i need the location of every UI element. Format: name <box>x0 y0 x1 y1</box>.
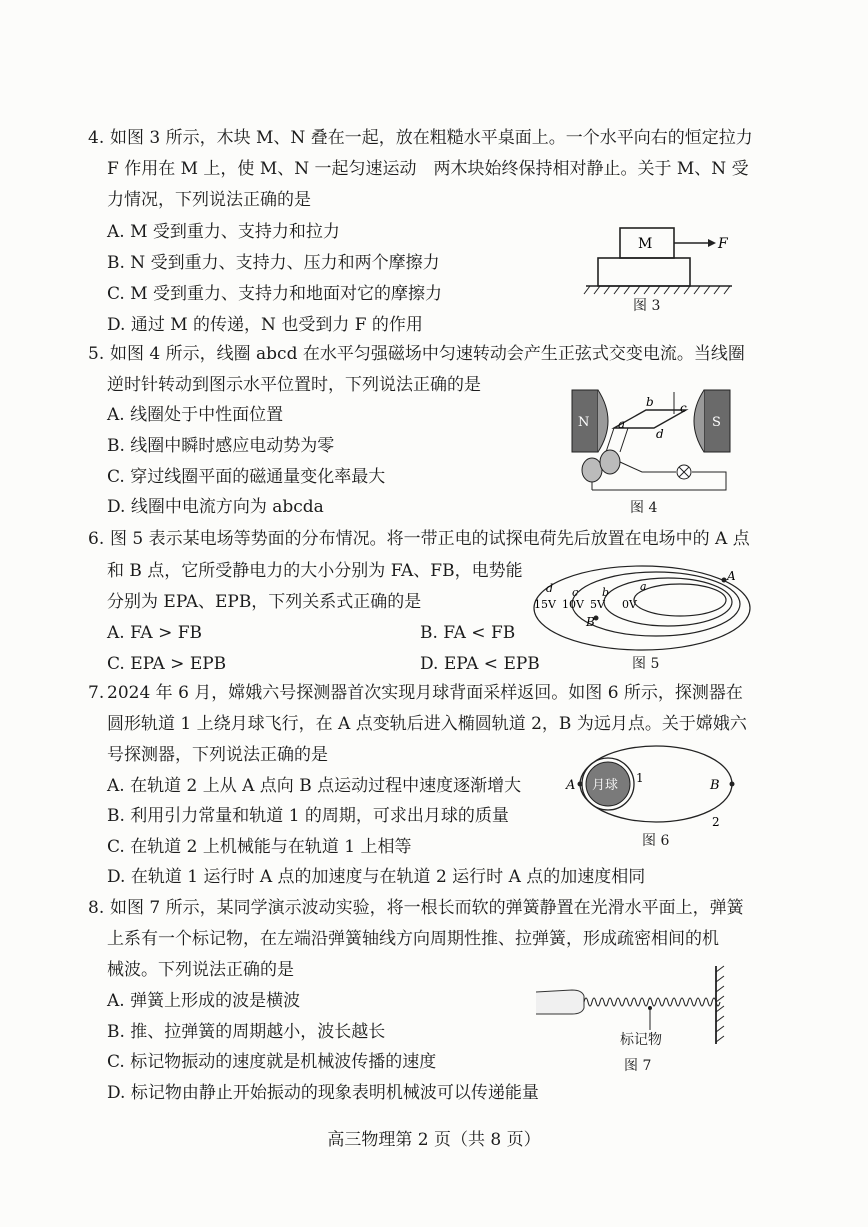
svg-text:d: d <box>656 427 664 441</box>
label-f: F <box>718 236 728 252</box>
figure-3-caption: 图 3 <box>633 298 661 314</box>
label-point-b: B <box>710 778 720 793</box>
slip-ring-2 <box>600 450 620 474</box>
figure-7-marker-label: 标记物 <box>620 1032 662 1048</box>
q5-option-d: D. 线圈中电流方向为 abcda <box>107 497 324 517</box>
figure-5-caption: 图 5 <box>632 656 660 672</box>
label-point-a: A <box>727 569 736 583</box>
q6-stem-line3: 分别为 EPA、EPB，下列关系式正确的是 <box>107 592 422 612</box>
q6-stem-line1: 图 5 表示某电场等势面的分布情况。将一带正电的试探电荷先后放置在电场中的 A 点 <box>110 529 750 549</box>
q6-option-a: A. FA > FB <box>107 623 203 643</box>
q7-stem-line1: 2024 年 6 月，嫦娥六号探测器首次实现月球背面采样返回。如图 6 所示，探测器在 <box>107 683 743 703</box>
label-moon: 月球 <box>592 778 619 793</box>
label-0v: 0V <box>622 598 637 611</box>
spring-coils <box>584 998 720 1006</box>
q8-option-a: A. 弹簧上形成的波是横波 <box>107 991 301 1011</box>
svg-text:a: a <box>640 580 647 593</box>
q7-option-d: D. 在轨道 1 运行时 A 点的加速度与在轨道 2 运行时 A 点的加速度相同 <box>107 867 646 887</box>
label-orbit-2: 2 <box>712 815 720 829</box>
q7-number: 7. <box>88 683 105 703</box>
q7-stem-line3: 号探测器，下列说法正确的是 <box>107 745 328 765</box>
figure-3-blocks <box>582 222 742 302</box>
q7-stem-line2: 圆形轨道 1 上绕月球飞行，在 A 点变轨后进入椭圆轨道 2，B 为远月点。关于嫦娥六 <box>107 714 747 734</box>
q8-number: 8. <box>88 898 105 918</box>
q8-stem-line3: 械波。下列说法正确的是 <box>107 960 294 980</box>
q7-option-a: A. 在轨道 2 上从 A 点向 B 点运动过程中速度逐渐增大 <box>107 776 522 796</box>
q6-number: 6. <box>88 529 105 549</box>
label-n: N <box>578 415 590 430</box>
label-5v: 5V <box>590 598 605 611</box>
label-point-a: A <box>566 778 576 793</box>
svg-text:d: d <box>546 582 554 595</box>
q8-option-d: D. 标记物由静止开始振动的现象表明机械波可以传递能量 <box>107 1083 539 1103</box>
q8-stem-line1: 如图 7 所示，某同学演示波动实验，将一根长而软的弹簧静置在光滑水平面上，弹簧 <box>110 898 744 918</box>
q8-option-c: C. 标记物振动的速度就是机械波传播的速度 <box>107 1052 437 1072</box>
q5-option-b: B. 线圈中瞬时感应电动势为零 <box>107 436 335 456</box>
q7-option-c: C. 在轨道 2 上机械能与在轨道 1 上相等 <box>107 837 412 857</box>
q7-option-b: B. 利用引力常量和轨道 1 的周期，可求出月球的质量 <box>107 806 509 826</box>
figure-7-caption: 图 7 <box>624 1058 652 1074</box>
q4-option-c: C. M 受到重力、支持力和地面对它的摩擦力 <box>107 284 443 304</box>
figure-5-equipotential <box>530 562 756 654</box>
q6-option-b: B. FA < FB <box>420 623 516 643</box>
svg-text:b: b <box>602 586 610 599</box>
q6-option-d: D. EPA < EPB <box>420 654 540 674</box>
q4-number: 4. <box>88 128 105 148</box>
q4-option-a: A. M 受到重力、支持力和拉力 <box>107 222 340 242</box>
q5-option-c: C. 穿过线圈平面的磁通量变化率最大 <box>107 467 386 487</box>
q6-option-c: C. EPA > EPB <box>107 654 227 674</box>
figure-4-generator <box>566 382 746 498</box>
q4-option-d: D. 通过 M 的传递，N 也受到力 F 的作用 <box>107 315 423 335</box>
q5-stem-line1: 如图 4 所示，线圈 abcd 在水平匀强磁场中匀速转动会产生正弦式交变电流。当线圈 <box>110 344 745 364</box>
q4-option-b: B. N 受到重力、支持力、压力和两个摩擦力 <box>107 253 440 273</box>
figure-6-caption: 图 6 <box>642 833 670 849</box>
marker <box>648 1006 652 1010</box>
hand-icon <box>536 990 584 1014</box>
q8-option-b: B. 推、拉弹簧的周期越小，波长越长 <box>107 1022 386 1042</box>
svg-text:c: c <box>572 586 579 599</box>
q4-stem-line2: F 作用在 M 上，使 M、N 一起匀速运动 两木块始终保持相对静止。关于 M、N 受 <box>107 159 749 179</box>
figure-6-orbits <box>560 740 740 832</box>
label-m: M <box>638 236 653 252</box>
label-10v: 10V <box>562 598 584 611</box>
label-15v: 15V <box>534 598 556 611</box>
label-orbit-1: 1 <box>636 771 644 785</box>
slip-ring-1 <box>582 458 602 482</box>
page-footer: 高三物理第 2 页（共 8 页） <box>327 1130 541 1150</box>
label-s: S <box>712 415 721 430</box>
block-n <box>598 258 690 286</box>
svg-text:b: b <box>646 395 654 409</box>
q6-stem-line2: 和 B 点，它所受静电力的大小分别为 FA、FB，电势能 <box>107 561 523 581</box>
label-point-b: B <box>586 615 595 629</box>
svg-text:c: c <box>680 401 687 415</box>
figure-4-caption: 图 4 <box>630 500 658 516</box>
q8-stem-line2: 上系有一个标记物，在左端沿弹簧轴线方向周期性推、拉弹簧，形成疏密相间的机 <box>107 929 719 949</box>
q5-option-a: A. 线圈处于中性面位置 <box>107 405 284 425</box>
q5-number: 5. <box>88 344 105 364</box>
q4-stem-line1: 如图 3 所示，木块 M、N 叠在一起，放在粗糙水平桌面上。一个水平向右的恒定拉力 <box>110 128 753 148</box>
q5-stem-line2: 逆时针转动到图示水平位置时，下列说法正确的是 <box>107 375 481 395</box>
svg-text:a: a <box>618 417 626 431</box>
q4-stem-line3: 力情况，下列说法正确的是 <box>107 190 311 210</box>
